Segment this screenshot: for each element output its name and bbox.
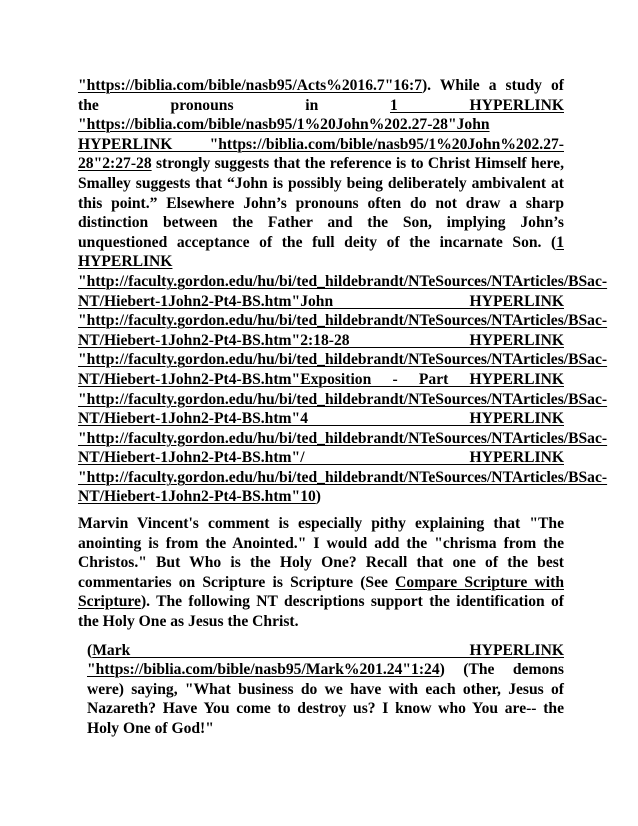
mark-1-24-link[interactable]: Mark HYPERLINK "https://biblia.com/bible/nasb95/Mark%201.24"1:24	[87, 641, 564, 679]
document-page	[78, 76, 608, 739]
paragraph-text: ). The following NT descriptions support the identification of the Holy One as Jesus the Christ.	[78, 593, 564, 631]
hiebert-1john2-exposition-link[interactable]: 1 HYPERLINK "http://faculty.gordon.edu/hu/bi/ted_hildebrandt/NTeSources/NTArticles/BSac-NT/Hiebert-1John2-Pt4-BS.htm"John HYPERLINK "http://faculty.gordon.edu/hu/bi/ted_hildebrandt/NTeSources/NTArticles/BSac-NT/Hiebert-1John2-Pt4-BS.htm"2:18-28 HYPERLINK "http://faculty.gordon.edu/hu/bi/ted_hildebrandt/NTeSources/NTArticles/BSac-NT/Hiebert-1John2-Pt4-BS.htm"Exposition - Part HYPERLINK "http://faculty.gordon.edu/hu/bi/ted_hildebrandt/NTeSources/NTArticles/BSac-NT/Hiebert-1John2-Pt4-BS.htm"4 HYPERLINK "http://faculty.gordon.edu/hu/bi/ted_hildebrandt/NTeSources/NTArticles/BSac-NT/Hiebert-1John2-Pt4-BS.htm"/ HYPERLINK "http://faculty.gordon.edu/hu/bi/ted_hildebrandt/NTeSources/NTArticles/BSac-NT/Hiebert-1John2-Pt4-BS.htm"10	[78, 233, 608, 506]
paragraph-vincent	[78, 514, 564, 632]
paragraph-text: Marvin Vincent's comment is especially pithy explaining that "The anointing is from the Anointed." I would add the "chrisma from the Christos." But Who is the Holy One? Recall that one of the best commentaries on Scripture is Scripture (See	[78, 515, 564, 591]
scripture-quote-mark-1-24	[87, 641, 564, 739]
paragraph-text: ). While a study of the pronouns in	[78, 77, 564, 114]
paragraph-pronouns	[78, 76, 608, 507]
paragraph-text: strongly suggests that the reference is to Christ Himself here, Smalley suggests that “John is possibly being deliberately ambivalent at this point.” Elsewhere John’s pronouns often do not draw a sharp distinction between the Father and the Son, implying John’s unquestioned acceptance of the full deity of the incarnate Son. (	[78, 155, 564, 251]
paragraph-text: )	[315, 488, 321, 506]
acts-16-7-link[interactable]: "https://biblia.com/bible/nasb95/Acts%2016.7"16:7	[78, 77, 422, 94]
quote-text: (	[87, 641, 93, 659]
quote-text: ) (The demons were) saying, "What business do we have with each other, Jesus of Nazareth? Have You come to destroy us? I know who You are-- the Holy One of God!"	[87, 661, 564, 737]
1-john-2-27-28-link[interactable]: 1 HYPERLINK "https://biblia.com/bible/nasb95/1%20John%202.27-28"John HYPERLINK "https://biblia.com/bible/nasb95/1%20John%202.27-28"2:27-28	[78, 96, 564, 173]
compare-scripture-link[interactable]: Compare Scripture with Scripture	[78, 573, 565, 611]
